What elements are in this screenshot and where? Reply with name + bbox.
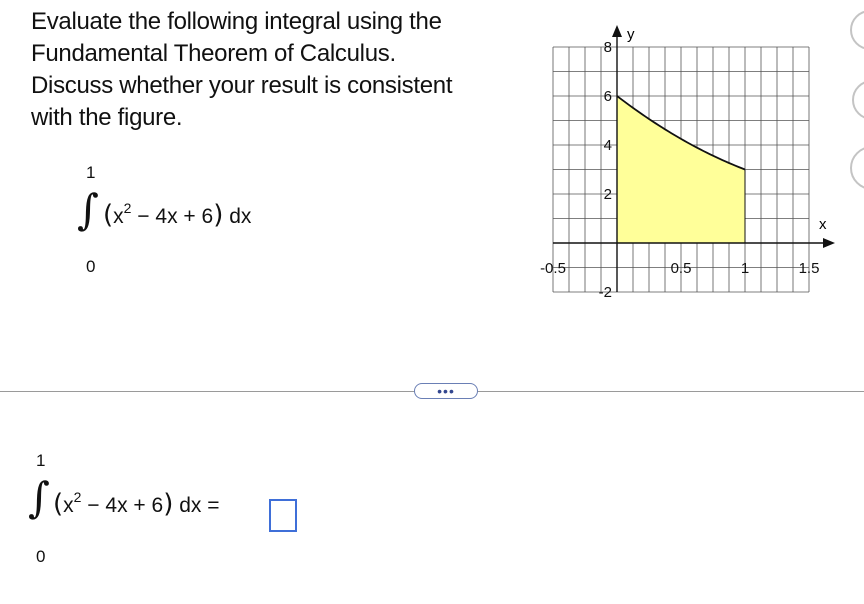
answer-integral-sign-icon: ∫: [28, 473, 50, 522]
x-axis-label: x: [819, 216, 827, 233]
x-tick-label: -0.5: [540, 260, 566, 277]
answer-integrand-rest: − 4x + 6: [81, 494, 164, 517]
y-tick-label: 4: [603, 137, 612, 154]
equals-sign: =: [207, 494, 220, 517]
y-tick-label: 8: [603, 39, 612, 56]
integrand-exponent: 2: [123, 200, 132, 216]
figure-graph: [530, 8, 850, 328]
answer-upper-limit: 1: [36, 451, 46, 470]
integrand-base: x: [113, 205, 124, 228]
lower-limit: 0: [86, 257, 96, 276]
answer-input[interactable]: [269, 499, 297, 532]
answer-integrand-exponent: 2: [73, 489, 82, 505]
question-text: Evaluate the following integral using the Fundamental Theorem of Calculus. Discuss whether your result is consistent with the figure.: [31, 8, 453, 131]
y-tick-label: -2: [598, 284, 612, 301]
x-axis-arrow-icon: [823, 238, 835, 248]
integral-sign-icon: ∫: [77, 185, 99, 234]
answer-integrand-base: x: [63, 494, 74, 517]
integrand-rest: − 4x + 6: [131, 205, 214, 228]
differential: dx: [229, 205, 252, 228]
x-tick-label: 1: [740, 260, 750, 277]
upper-limit: 1: [86, 163, 96, 182]
x-tick-label: 0.5: [670, 260, 692, 277]
integrand: $(x^2 - 4x + 6)$ dx: [103, 200, 252, 230]
answer-differential: dx: [179, 494, 202, 517]
circle-nav-icon[interactable]: [852, 80, 864, 120]
answer-integrand: $(x^2 - 4x + 6)$ dx =: [53, 489, 220, 519]
circle-nav-icon[interactable]: [850, 146, 864, 190]
y-axis-label: y: [627, 26, 635, 43]
integral-expression: [70, 163, 330, 278]
y-tick-label: 2: [603, 186, 612, 203]
x-tick-label: 1.5: [798, 260, 820, 277]
answer-integral: [28, 449, 274, 569]
y-tick-label: 6: [603, 88, 612, 105]
y-axis-arrow-icon: [612, 25, 622, 37]
circle-nav-icon[interactable]: [850, 10, 864, 50]
answer-lower-limit: 0: [36, 547, 46, 566]
more-button[interactable]: •••: [414, 383, 478, 399]
